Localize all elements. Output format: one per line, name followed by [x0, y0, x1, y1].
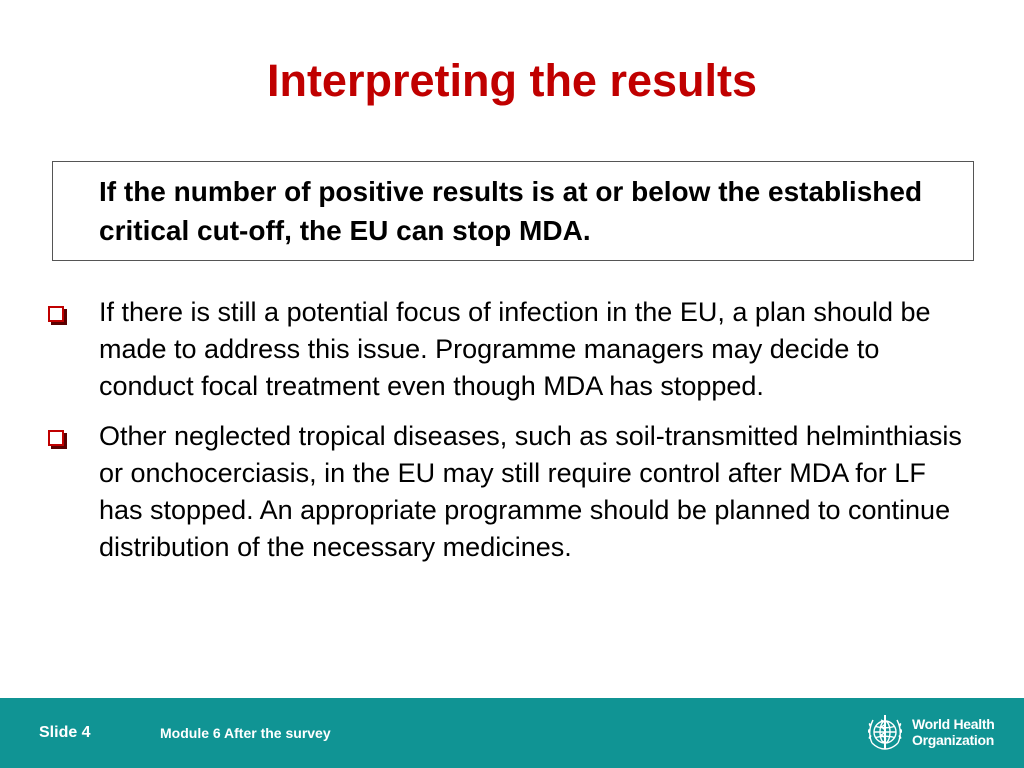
who-logo-line1: World Health	[912, 716, 995, 732]
who-logo-text	[912, 716, 994, 748]
checkbox-bullet-icon	[48, 306, 64, 322]
slide-number: Slide 4	[39, 724, 91, 741]
who-logo-line2: Organization	[912, 732, 994, 748]
bullet-item	[44, 294, 964, 405]
bullet-text: Other neglected tropical diseases, such as soil-transmitted helminthiasis or onchocerciasis, in the EU may still require control after MDA for LF has stopped. An appropriate programme should be planned to continue distribution of the necessary medicines.	[99, 421, 962, 562]
bullet-text: If there is still a potential focus of infection in the EU, a plan should be made to address this issue. Programme managers may decide to conduct focal treatment even though MDA has stopped.	[99, 297, 931, 401]
checkbox-bullet-icon	[48, 430, 64, 446]
bullet-item	[44, 418, 964, 566]
slide-title: Interpreting the results	[266, 55, 758, 106]
callout-text: If the number of positive results is at or below the established critical cut-off, the EU can stop MDA.	[99, 176, 923, 246]
who-logo	[862, 709, 1012, 755]
who-emblem-icon	[862, 709, 908, 755]
bullet-list	[44, 294, 964, 579]
module-label: Module 6 After the survey	[160, 725, 331, 741]
callout-box	[52, 161, 974, 261]
footer-bar	[0, 698, 1024, 768]
